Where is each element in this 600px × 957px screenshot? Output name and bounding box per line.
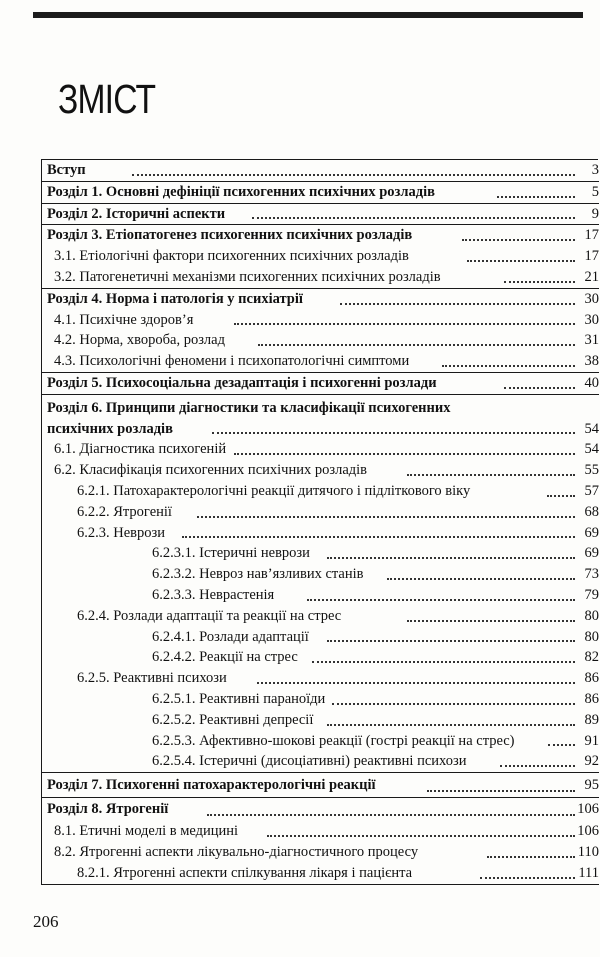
toc-entry[interactable]	[42, 330, 599, 351]
toc-leader	[327, 724, 575, 726]
toc-leader	[427, 790, 575, 792]
toc-entry[interactable]	[42, 160, 599, 182]
toc-leader	[442, 365, 575, 367]
toc-leader	[207, 814, 575, 816]
toc-entry-title: психічних розладів	[47, 419, 174, 440]
toc-entry-title: 8.2.1. Ятрогенні аспекти спілкування лікаря і пацієнта	[77, 863, 413, 884]
toc-entry[interactable]	[42, 246, 599, 267]
toc-leader	[340, 303, 575, 305]
toc-leader	[462, 239, 575, 241]
toc-entry-page: 95	[584, 777, 599, 794]
toc-entry-title: 6.2.3.2. Невроз нав’язливих станів	[152, 564, 365, 585]
toc-entry-title: 8.1. Етичні моделі в медицині	[54, 821, 239, 842]
toc-entry-page: 54	[584, 420, 599, 437]
toc-entry-page: 21	[584, 268, 599, 285]
toc-leader	[504, 387, 575, 389]
toc-entry-page: 3	[591, 162, 599, 178]
toc-leader	[252, 217, 575, 219]
toc-entry[interactable]	[42, 627, 599, 648]
toc-entry[interactable]	[42, 502, 599, 523]
toc-leader	[547, 495, 575, 497]
toc-entry-page: 106	[577, 823, 599, 840]
toc-entry-page: 17	[584, 227, 599, 244]
toc-entry-page: 110	[577, 843, 599, 860]
toc-entry[interactable]	[42, 842, 599, 863]
toc-entry[interactable]	[42, 710, 599, 731]
toc-entry[interactable]	[42, 863, 599, 885]
toc-leader	[480, 877, 575, 879]
toc-entry-title-continued	[42, 419, 599, 440]
toc-entry-title: 6.2.3.3. Неврастенія	[152, 585, 275, 606]
toc-entry-title: 6.2.3.1. Істеричні неврози	[152, 543, 311, 564]
toc-entry-title: 6.2.4.1. Розлади адаптації	[152, 627, 310, 648]
top-rule	[33, 12, 583, 18]
toc-leader	[497, 196, 575, 198]
table-of-contents	[41, 160, 599, 885]
toc-leader	[407, 620, 575, 622]
toc-entry-title: Розділ 7. Психогенні патохарактерологічні реакції	[47, 773, 377, 797]
toc-entry-page: 55	[584, 462, 599, 479]
toc-entry-title: 3.2. Патогенетичні механізми психогенних психічних розладів	[54, 267, 442, 288]
toc-entry-title: 4.3. Психологічні феномени і психопатологічні симптоми	[54, 351, 410, 372]
toc-entry-title: 6.2.5.2. Реактивні депресії	[152, 710, 314, 731]
toc-entry[interactable]	[42, 267, 599, 289]
toc-entry-title: 6.2.1. Патохарактерологічні реакції дитячого і підліткового віку	[77, 481, 471, 502]
toc-entry-page: 30	[584, 311, 599, 328]
toc-entry-page: 86	[584, 670, 599, 687]
toc-entry-title: 6.2.5.1. Реактивні параноїди	[152, 689, 326, 710]
toc-entry[interactable]	[42, 289, 599, 310]
toc-entry[interactable]	[42, 647, 599, 668]
toc-entry-page: 80	[584, 607, 599, 624]
toc-entry-page: 5	[591, 183, 599, 200]
toc-leader	[182, 536, 575, 538]
toc-entry[interactable]	[42, 773, 599, 798]
toc-leader	[548, 744, 575, 746]
toc-entry-title: 6.1. Діагностика психогеній	[54, 439, 227, 460]
toc-entry-page: 111	[578, 864, 599, 881]
toc-entry-page: 73	[584, 566, 599, 583]
toc-entry-page: 89	[584, 711, 599, 728]
toc-entry-page: 68	[584, 503, 599, 520]
toc-entry[interactable]	[42, 689, 599, 710]
toc-entry[interactable]	[42, 564, 599, 585]
toc-entry-page: 40	[584, 374, 599, 391]
toc-entry-page: 69	[584, 524, 599, 541]
toc-entry-page: 31	[584, 332, 599, 349]
toc-entry[interactable]	[42, 821, 599, 842]
toc-entry[interactable]	[42, 460, 599, 481]
toc-leader	[387, 578, 575, 580]
toc-leader	[132, 174, 575, 176]
toc-leader	[257, 682, 575, 684]
toc-entry-title: 6.2.5.3. Афективно-шокові реакції (гострі реакції на стрес)	[152, 731, 516, 752]
toc-entry-title: 4.1. Психічне здоров’я	[54, 310, 194, 331]
toc-entry-title: 8.2. Ятрогенні аспекти лікувально-діагностичного процесу	[54, 842, 419, 863]
toc-leader	[212, 432, 575, 434]
toc-entry-page: 57	[584, 482, 599, 499]
toc-entry-title: Розділ 4. Норма і патологія у психіатрії	[47, 289, 304, 310]
toc-entry-page: 69	[584, 545, 599, 562]
toc-leader	[234, 323, 575, 325]
toc-leader	[197, 516, 575, 518]
toc-entry[interactable]	[42, 204, 599, 226]
toc-entry[interactable]	[42, 523, 599, 544]
toc-entry[interactable]	[42, 731, 599, 752]
toc-entry[interactable]	[42, 606, 599, 627]
toc-leader	[267, 835, 575, 837]
toc-entry-title: 6.2.4.2. Реакції на стрес	[152, 647, 299, 668]
toc-entry[interactable]	[42, 585, 599, 606]
toc-leader	[500, 765, 575, 767]
toc-entry-title: Розділ 1. Основні дефініції психогенних психічних розладів	[47, 182, 436, 203]
toc-entry[interactable]	[42, 373, 599, 395]
toc-leader	[487, 856, 575, 858]
toc-entry-page: 86	[584, 690, 599, 707]
toc-entry-page: 80	[584, 628, 599, 645]
toc-leader	[332, 703, 575, 705]
toc-leader	[234, 453, 575, 455]
toc-entry-title: 6.2.3. Неврози	[77, 523, 166, 544]
toc-entry[interactable]	[42, 310, 599, 331]
toc-entry-page: 38	[584, 353, 599, 370]
toc-entry[interactable]	[42, 395, 599, 440]
toc-entry[interactable]	[42, 751, 599, 773]
toc-entry[interactable]	[42, 798, 599, 821]
toc-entry-page: 106	[577, 801, 599, 818]
toc-leader	[467, 260, 575, 262]
toc-leader	[258, 344, 575, 346]
toc-entry-title: 6.2.2. Ятрогенії	[77, 502, 173, 523]
page-title: ЗМІСТ	[58, 76, 156, 122]
toc-entry-title: Розділ 3. Етіопатогенез психогенних психічних розладів	[47, 225, 413, 246]
toc-entry-title: Розділ 6. Принципи діагностики та класифікації психогенних	[47, 399, 451, 416]
toc-entry[interactable]	[42, 439, 599, 460]
toc-entry-page: 82	[584, 649, 599, 666]
toc-entry-title: 6.2. Класифікація психогенних психічних розладів	[54, 460, 368, 481]
toc-entry-page: 91	[584, 732, 599, 749]
toc-entry[interactable]	[42, 182, 599, 204]
toc-entry-title: 6.2.5. Реактивні психози	[77, 668, 228, 689]
toc-leader	[327, 640, 575, 642]
toc-entry[interactable]	[42, 481, 599, 502]
toc-entry-title: Розділ 5. Психосоціальна дезадаптація і психогенні розлади	[47, 373, 438, 394]
toc-leader	[312, 661, 575, 663]
toc-entry-page: 92	[584, 753, 599, 770]
toc-entry-page: 9	[591, 205, 599, 222]
toc-entry[interactable]	[42, 543, 599, 564]
toc-entry[interactable]	[42, 668, 599, 689]
toc-entry-title: 6.2.4. Розлади адаптації та реакції на стрес	[77, 606, 342, 627]
toc-entry-title: 3.1. Етіологічні фактори психогенних психічних розладів	[54, 246, 410, 267]
toc-entry-page: 79	[584, 586, 599, 603]
toc-leader	[407, 474, 575, 476]
toc-entry-title: 4.2. Норма, хвороба, розлад	[54, 330, 226, 351]
toc-leader	[307, 599, 575, 601]
toc-entry-page: 54	[584, 441, 599, 458]
toc-entry[interactable]	[42, 351, 599, 373]
toc-leader	[504, 281, 575, 283]
toc-entry-title: Вступ	[47, 160, 87, 181]
toc-entry-title: Розділ 2. Історичні аспекти	[47, 204, 226, 225]
toc-leader	[327, 557, 575, 559]
toc-entry-page: 17	[584, 248, 599, 265]
toc-entry-title: 6.2.5.4. Істеричні (дисоціативні) реактивні психози	[152, 751, 467, 772]
toc-entry-page: 30	[584, 290, 599, 307]
toc-entry[interactable]	[42, 225, 599, 246]
toc-entry-title: Розділ 8. Ятрогенії	[47, 798, 169, 821]
page-number: 206	[33, 912, 59, 931]
